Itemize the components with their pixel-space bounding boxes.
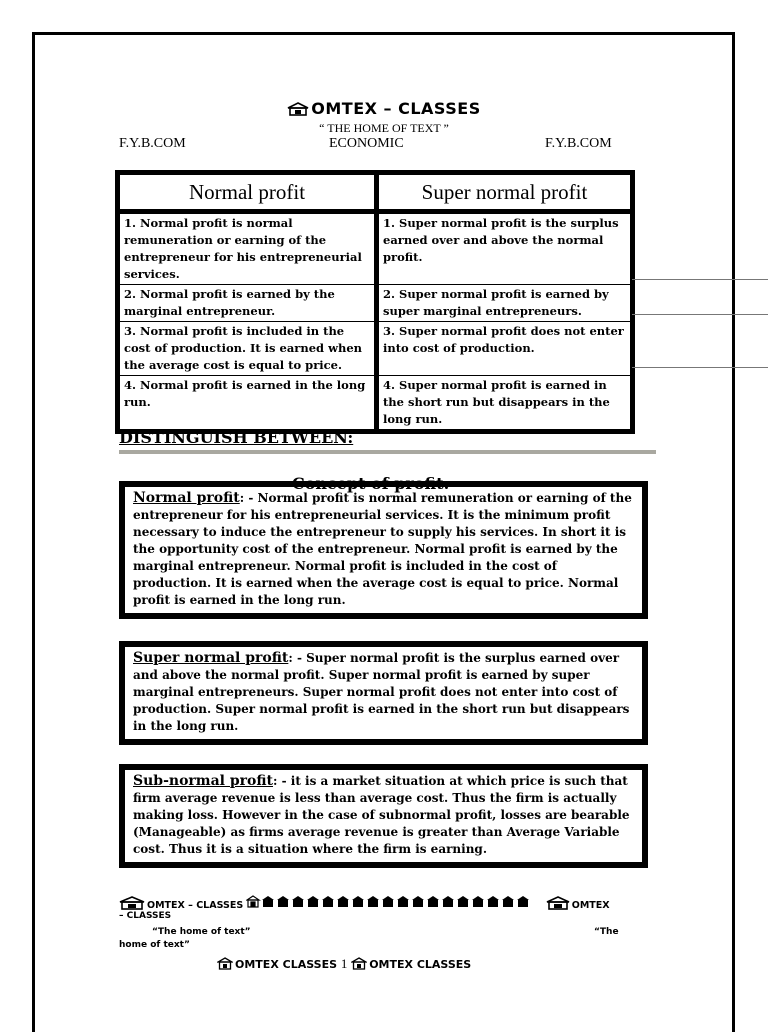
- footer-tagline-left: “The home of text”: [152, 927, 251, 937]
- footer-brand-left: OMTEX – CLASSES: [147, 900, 244, 911]
- table-cell: 1. Normal profit is normal remuneration or earning of the entrepreneur for his entrepreneurial services.: [118, 212, 377, 285]
- section-divider: [119, 450, 656, 454]
- section-heading: DISTINGUISH BETWEEN:: [119, 428, 354, 447]
- column-header-normal-profit: Normal profit: [118, 173, 377, 212]
- table-cell: 2. Super normal profit is earned by super marginal entrepreneurs.: [377, 285, 633, 322]
- divider-line: [632, 367, 768, 368]
- definition-term: Normal profit: [133, 490, 240, 506]
- house-icon: [351, 957, 367, 970]
- table-header-row: [118, 173, 633, 212]
- page-number: 1: [340, 956, 348, 971]
- definition-box-normal-profit: [119, 481, 648, 619]
- table-cell: 1. Super normal profit is the surplus earned over and above the normal profit.: [377, 212, 633, 285]
- divider-line: [632, 279, 768, 280]
- footer-tagline-wrap: home of text”: [119, 940, 190, 950]
- house-icon: [546, 896, 570, 910]
- footer-brand-wrap: – CLASSES: [119, 911, 172, 921]
- footer-tagline-right: “The: [594, 927, 619, 937]
- footer-brand-line: [119, 895, 649, 911]
- definition-term: Super normal profit: [133, 650, 289, 666]
- subject: ECONOMIC: [329, 136, 404, 151]
- definition-text: : - it is a market situation at which price is such that firm average revenue is less than average cost. Thus the firm is actually making loss. However in the case of subnormal profit, losses are bearable (Manageable) as firms average revenue is greater than Average Variable cost. Thus it is a situation where the firm is earning.: [133, 774, 630, 856]
- table-cell: 4. Normal profit is earned in the long run.: [118, 376, 377, 432]
- footer-brand-right: OMTEX: [571, 900, 610, 911]
- comparison-table: [115, 170, 635, 434]
- footer-page-right: OMTEX CLASSES: [369, 958, 472, 971]
- course-right: F.Y.B.COM: [545, 136, 612, 151]
- house-icon: [119, 896, 145, 910]
- divider-line: [632, 314, 768, 315]
- table-row: [118, 212, 633, 285]
- brand-name: OMTEX – CLASSES: [311, 99, 481, 118]
- concept-heading: Concept of profit:: [292, 474, 450, 493]
- table-cell: 4. Super normal profit is earned in the short run but disappears in the long run.: [383, 378, 610, 426]
- house-icon: [287, 102, 309, 116]
- course-left: F.Y.B.COM: [119, 136, 186, 151]
- table-cell: 3. Super normal profit does not enter into cost of production.: [377, 322, 633, 376]
- definition-box-sub-normal-profit: [119, 764, 648, 868]
- house-icon: [246, 895, 542, 908]
- table-cell: 2. Normal profit is earned by the marginal entrepreneur.: [118, 285, 377, 322]
- definition-term: Sub-normal profit: [133, 773, 274, 789]
- brand-title: [0, 99, 768, 118]
- house-icon-row: [246, 900, 545, 911]
- house-icon: [217, 957, 233, 970]
- table-cell: 3. Normal profit is included in the cost of production. It is earned when the average cost is equal to price.: [118, 322, 377, 376]
- footer-page-left: OMTEX CLASSES: [235, 958, 338, 971]
- table-row: [118, 285, 633, 322]
- tagline: “ THE HOME OF TEXT ”: [319, 121, 449, 135]
- table-row: [118, 376, 633, 432]
- definition-text: : - Super normal profit is the surplus earned over and above the normal profit. Super normal profit is earned by super marginal entrepreneurs. Super normal profit does not enter into cost of production. Super normal profit is earned in the short run but disappears in the long run.: [133, 651, 630, 733]
- definition-text: : - Normal profit is normal remuneration or earning of the entrepreneur for his entrepreneurial services. It is the minimum profit necessary to induce the entrepreneur to supply his services. In short it is the opportunity cost of the entrepreneur. Normal profit is earned by the marginal entrepreneur. Normal profit is included in the cost of production. It is earned when the average cost is equal to price. Normal profit is earned in the long run.: [133, 491, 632, 607]
- column-header-super-normal-profit: Super normal profit: [377, 173, 633, 212]
- footer-page-line: [217, 956, 747, 972]
- table-row: [118, 322, 633, 376]
- definition-box-super-normal-profit: [119, 641, 648, 745]
